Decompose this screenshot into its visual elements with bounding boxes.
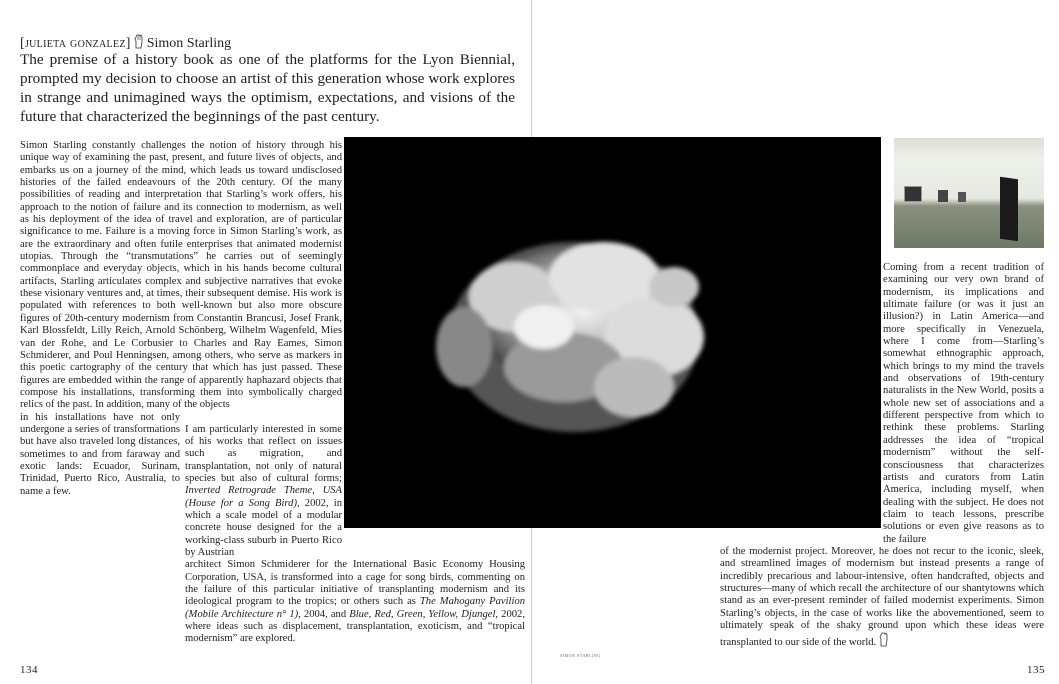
two-column-row: [20, 412, 525, 560]
body-paragraph-3-wide: [720, 546, 1044, 650]
work-title: Blue, Red, Green, Yellow, Djungel: [349, 608, 496, 620]
running-title: simon starling: [560, 654, 601, 659]
author-name: [julieta gonzalez]: [20, 36, 131, 51]
lead-paragraph: The premise of a history book as one of the platforms for the Lyon Biennial, prompted my decision to choose an artist of this generation whose work explores in strange and unimagined ways the optimism, expectations, and visions of the future that characterized the beginnings of the past century.: [20, 51, 515, 125]
page-number-right: 135: [1027, 664, 1045, 676]
article-title: Simon Starling: [146, 36, 232, 51]
text: I am particularly interested in some of his works that reflect on issues such as migration, and transplantation, not only of natural species but also of cultural forms;: [185, 423, 342, 484]
hand-icon: [879, 632, 888, 647]
framed-picture: [938, 190, 948, 202]
work-title: Inverted Retrograde Theme, USA (House for a Song Bird): [185, 485, 342, 509]
body-paragraph-1-top: Simon Starling constantly challenges the notion of history through his unique way of examining the past, present, and future lives of objects, and embarks us on a journey of the mind, which leads us toward undisclosed histories of the failed endeavours of the 20th century. Of the many possibilities of reading and interpretation that Starling’s work offers, his approach to the notion of failure and its connection to modernism, as well as his deployment of the idea of travel and exploration, are of particular significance to me. Failure is a moving force in Simon Starling’s work, as are the extraordinary and often futile enterprises that animated modernist utopias. Through the “transmutations” he carries out of seemingly commonplace and everyday objects, which in his hands become cultural artifacts, Starling articulates complex and subjective narratives that evoke these visionary ventures and, at times, their subsequent demise. His work is populated with references to both well-known but also more obscure figures of 20th-century modernism from Constantin Brancusi, Josef Frank, Karl Blossfeldt, Lilly Reich, Arnold Schönberg, Wilhelm Wagenfeld, Mies van der Rohe, and Le Corbusier to Charles and Ray Eames, Simon Schmiderer, and Poul Henningsen, among others, who serve as markers in this poetic cartography of the century that which has just passed. These figures are embedded within the range of apparently haphazard objects that compose his installations, transforming them into symbolically charged relics of the past. In addition, many of the objects: [20, 140, 342, 411]
body-paragraph-2-column: [185, 424, 342, 560]
work-title: The Mahogany Pavilion (Mobile Architecture n° 1): [185, 596, 525, 620]
text: of the modernist project. Moreover, he does not recur to the iconic, sleek, and streamlined images of modernism but instead presents a range of incredibly precarious and labour-intensive, often handcrafted, objects and structures—many of which recall the architecture of our shantytowns which stand as an ever-present reminder of failed modernist experiments. Simon Starling’s objects, in the case of works like the abovementioned, seem to ultimately speak of the shaky ground upon which these ideas were transplanted to our side of the world.: [720, 545, 1044, 649]
right-page-text: [720, 262, 1044, 650]
installation-view-photo: [894, 138, 1044, 248]
text: , 2002, in which a scale model of a modular concrete house designed for the a working-class suburb in Puerto Rico by Austrian: [185, 497, 342, 558]
body-paragraph-2-wide: [185, 559, 525, 645]
body-paragraph-3-column: Coming from a recent tradition of examining our very own brand of modernism, its implications and ultimate failure (or was it just an illusion?) in Latin America—and more specifically in Venezuela, where I come from—Starling’s somewhat ethnographic approach, which brings to my mind the travels and observations of 19th-century naturalists in the New World, posits a whole new set of associations and a different perspective from which to rethink these problems. Starling addresses the idea of “tropical modernism” without the self-consciousness that characterizes artists and curators from Latin America, including myself, when dealing with the subject. He does not claim to teach lessons, prescribe solutions or even give reasons as to the failure: [883, 262, 1044, 545]
left-page-text: [20, 140, 525, 646]
text: , 2002, where ideas such as displacement, transplantation, exoticism, and “tropical modernism” are explored.: [185, 608, 525, 645]
text: , 2004, and: [298, 608, 350, 620]
framed-picture: [904, 186, 922, 202]
page-number-left: 134: [20, 664, 38, 676]
body-paragraph-1-bottom: in his installations have not only undergone a series of transformations but have also traveled long distances, sometimes to and from faraway and exotic lands: Ecuador, Surinam, Trinidad, Puerto Rico, Australia, to name a few.: [20, 411, 180, 497]
hand-icon: [134, 34, 143, 49]
framed-picture: [958, 192, 966, 202]
text: architect Simon Schmiderer for the International Basic Economy Housing Corporation, USA, is transformed into a cage for song birds, commenting on the failure of this particular initiative of transplanting modernism and its ideological program to the tropics; or others such as: [185, 559, 525, 608]
sculpture-panel: [1000, 177, 1018, 242]
